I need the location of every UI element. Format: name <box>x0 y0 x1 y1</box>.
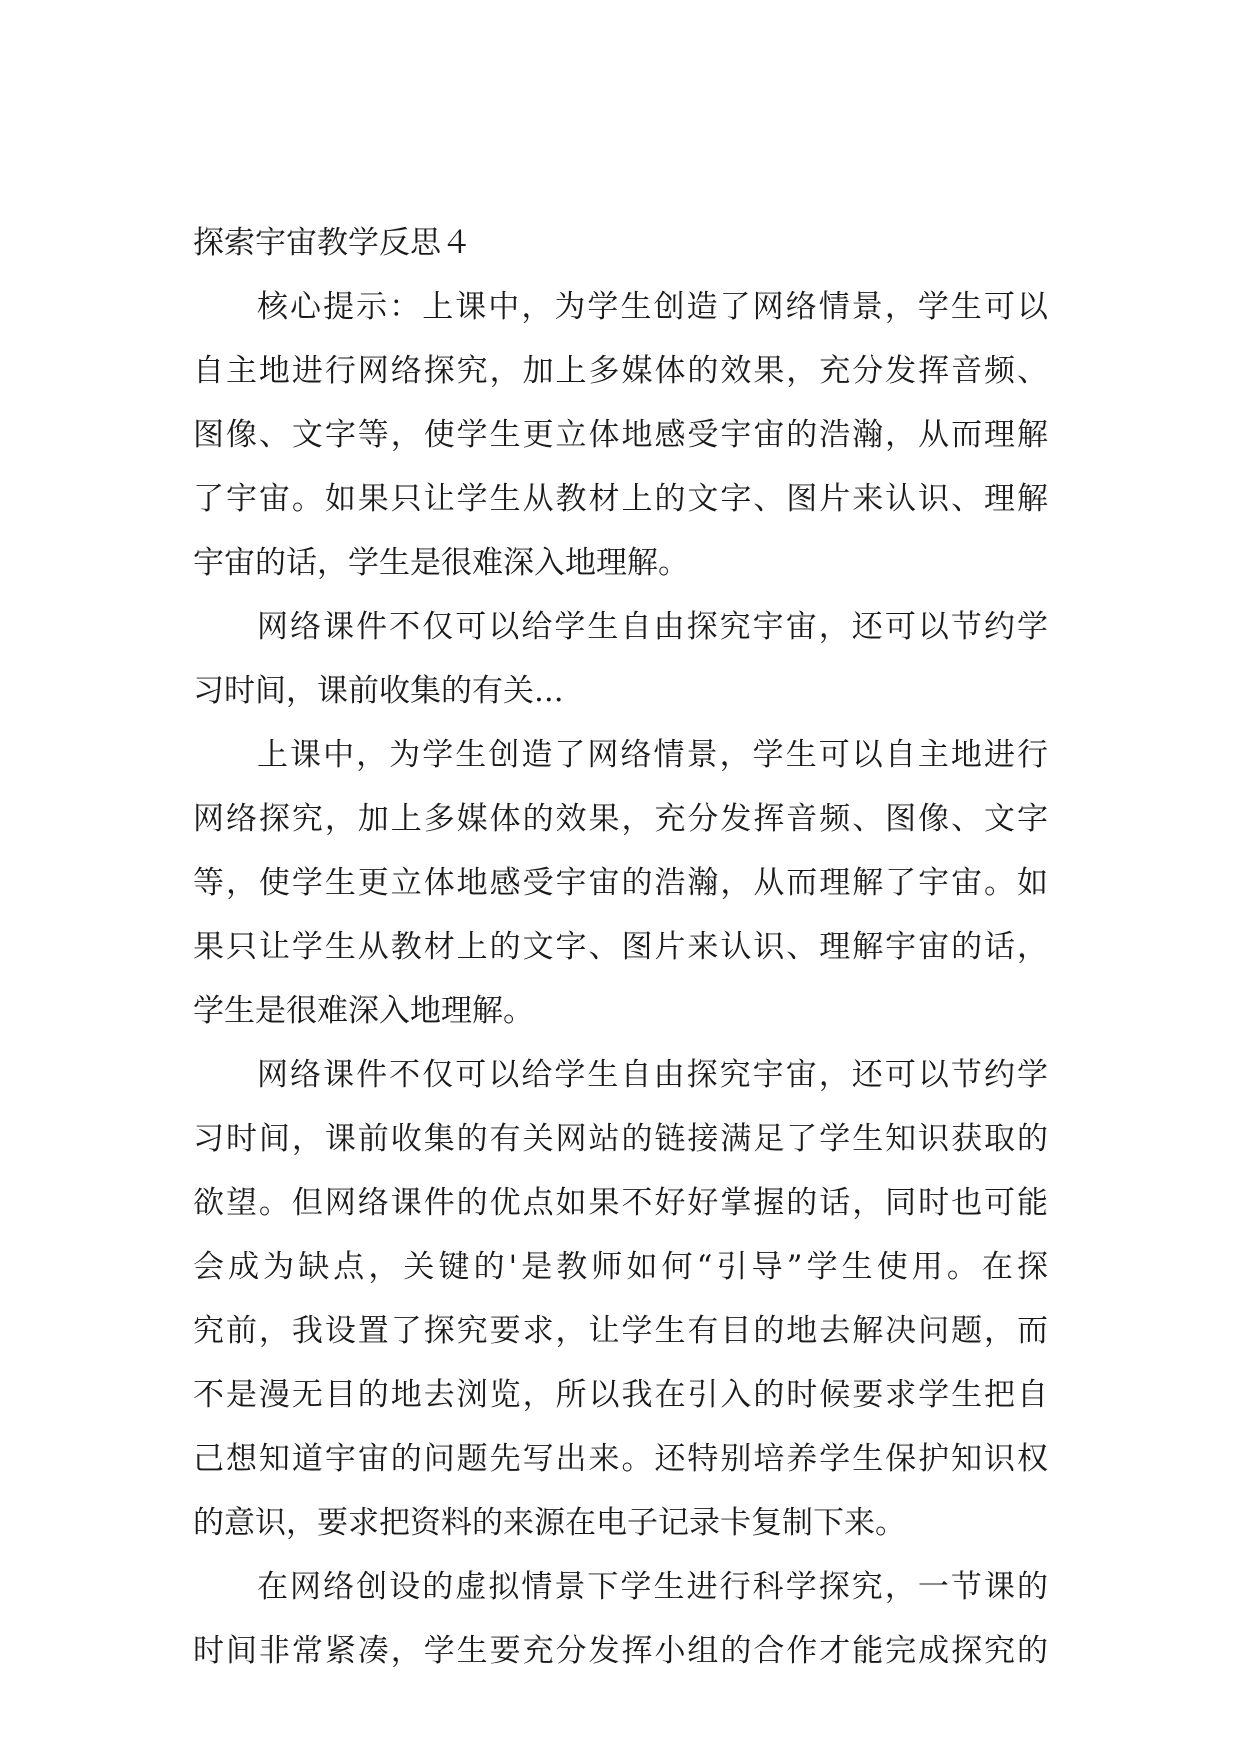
text-line: 不是漫无目的地去浏览，所以我在引入的时候要求学生把自 <box>193 1377 1048 1413</box>
text-line: 究前，我设置了探究要求，让学生有目的地去解决问题，而 <box>193 1313 1048 1349</box>
text-line: 己想知道宇宙的问题先写出来。还特别培养学生保护知识权 <box>193 1441 1048 1477</box>
text-line: 网络课件不仅可以给学生自由探究宇宙，还可以节约学 <box>257 1057 1048 1093</box>
text-line: 图像、文字等，使学生更立体地感受宇宙的浩瀚，从而理解 <box>193 417 1048 453</box>
text-line: 等，使学生更立体地感受宇宙的浩瀚，从而理解了宇宙。如 <box>193 865 1048 901</box>
text-line: 宇宙的话，学生是很难深入地理解。 <box>193 545 689 581</box>
text-line: 网络探究，加上多媒体的效果，充分发挥音频、图像、文字 <box>193 801 1048 837</box>
document-title: 探索宇宙教学反思４ <box>193 225 472 261</box>
text-line: 上课中，为学生创造了网络情景，学生可以自主地进行 <box>257 737 1048 773</box>
text-line: 时间非常紧凑，学生要充分发挥小组的合作才能完成探究的 <box>193 1633 1048 1669</box>
text-line: 学生是很难深入地理解。 <box>193 993 534 1029</box>
text-line: 习时间，课前收集的有关网站的链接满足了学生知识获取的 <box>193 1121 1048 1157</box>
text-line: 习时间，课前收集的有关... <box>193 673 564 709</box>
text-line: 果只让学生从教材上的文字、图片来认识、理解宇宙的话， <box>193 929 1048 965</box>
text-line: 会成为缺点，关键的'是教师如何“引导”学生使用。在探 <box>193 1249 1048 1285</box>
text-line: 欲望。但网络课件的优点如果不好好掌握的话，同时也可能 <box>193 1185 1048 1221</box>
text-line: 的意识，要求把资料的来源在电子记录卡复制下来。 <box>193 1505 906 1541</box>
text-line: 在网络创设的虚拟情景下学生进行科学探究，一节课的 <box>257 1569 1048 1605</box>
text-line: 自主地进行网络探究，加上多媒体的效果，充分发挥音频、 <box>193 353 1048 389</box>
text-line: 核心提示：上课中，为学生创造了网络情景，学生可以 <box>257 289 1048 325</box>
text-line: 网络课件不仅可以给学生自由探究宇宙，还可以节约学 <box>257 609 1048 645</box>
text-line: 了宇宙。如果只让学生从教材上的文字、图片来认识、理解 <box>193 481 1048 517</box>
document-body <box>193 0 1053 1754</box>
